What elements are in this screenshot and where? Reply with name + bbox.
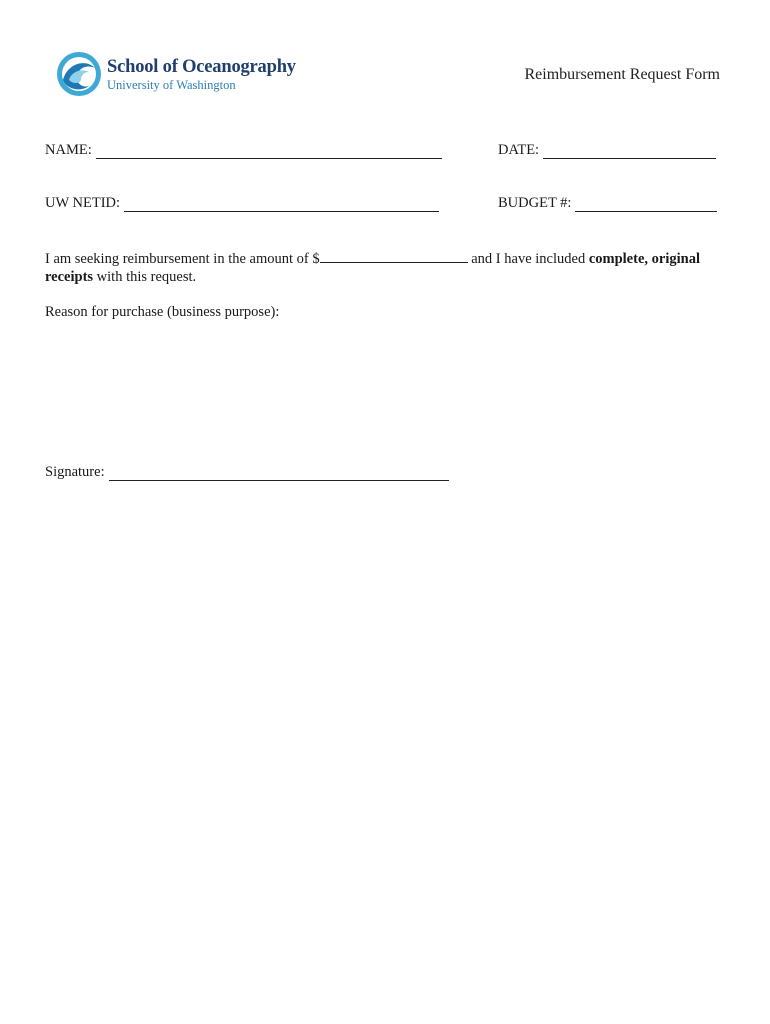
wave-logo-icon (55, 50, 103, 98)
name-label: NAME: (45, 142, 92, 158)
signature-line[interactable] (109, 466, 449, 481)
statement-text-3: with this request. (93, 269, 197, 285)
netid-field (45, 195, 439, 212)
logo-school-name: School of Oceanography (107, 57, 296, 77)
name-field (45, 142, 442, 159)
reimbursement-statement (45, 250, 730, 286)
budget-field (498, 195, 717, 212)
statement-text-1: I am seeking reimbursement in the amount of $ (45, 251, 320, 267)
logo-university-name: University of Washington (107, 78, 236, 92)
date-field (498, 142, 716, 159)
reason-label: Reason for purchase (business purpose): (45, 304, 280, 320)
budget-label: BUDGET #: (498, 195, 572, 211)
date-line[interactable] (543, 144, 716, 159)
budget-line[interactable] (575, 197, 717, 212)
netid-label: UW NETID: (45, 195, 121, 211)
date-label: DATE: (498, 142, 540, 158)
school-logo (55, 50, 295, 102)
name-line[interactable] (96, 144, 442, 159)
amount-line[interactable] (320, 250, 468, 263)
form-title: Reimbursement Request Form (524, 66, 720, 83)
netid-line[interactable] (124, 197, 439, 212)
signature-label: Signature: (45, 464, 105, 480)
statement-text-2: and I have included (467, 251, 589, 267)
statement-bold-text: complete, original receipts (45, 251, 700, 285)
signature-field (45, 464, 449, 481)
